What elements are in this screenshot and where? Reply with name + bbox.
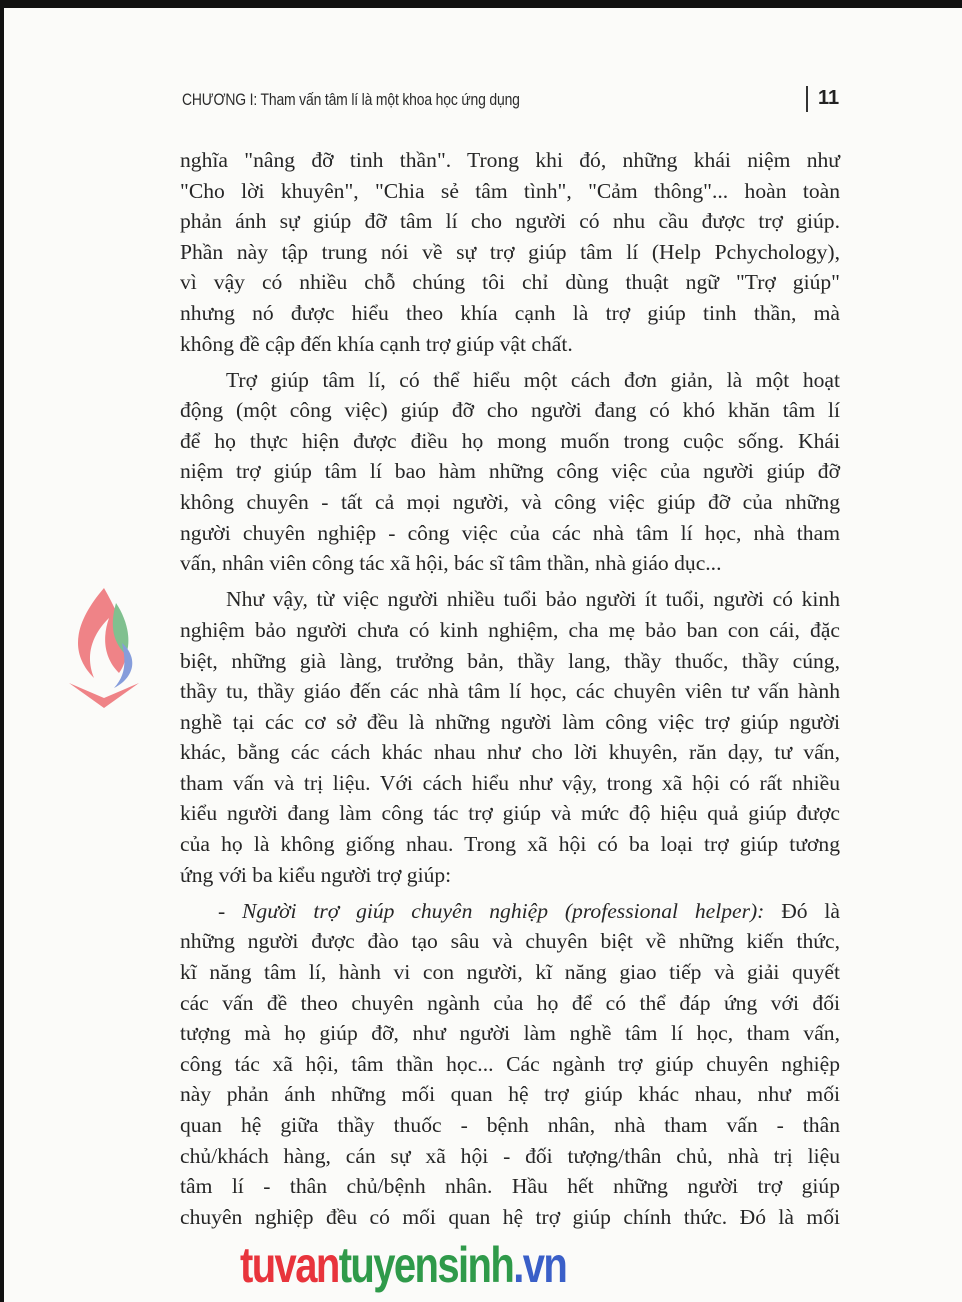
term-italic: - Người trợ giúp chuyên nghiệp (professional helper): bbox=[218, 898, 765, 923]
watermark-text bbox=[240, 1236, 566, 1294]
text-fragment: Đó là bbox=[764, 898, 840, 923]
text-line: không đề cập đến khía cạnh trợ giúp vật chất. bbox=[180, 331, 573, 356]
watermark-part: tuvan bbox=[240, 1237, 339, 1293]
text-line: nghề tại các cơ sở đều là những người làm công việc trợ giúp người bbox=[180, 709, 840, 734]
text-line: phản ánh sự giúp đỡ tâm lí cho người có nhu cầu được trợ giúp. bbox=[180, 209, 840, 234]
text-line: các vấn đề theo chuyên ngành của họ để có thể đáp ứng với đối bbox=[180, 990, 840, 1015]
text-line: chủ/khách hàng, cán sự xã hội - đối tượng/thân chủ, nhà trị liệu bbox=[180, 1143, 840, 1168]
text-line: người chuyên nghiệp - công việc của các nhà tâm lí học, nhà tham bbox=[180, 520, 840, 545]
text-line: niệm trợ giúp tâm lí bao hàm những công việc của người giúp đỡ bbox=[180, 459, 840, 484]
page-number: 11 bbox=[818, 87, 840, 109]
text-line bbox=[180, 896, 840, 927]
text-line: kiểu người đang làm công tác trợ giúp và mức độ hiệu quả giúp được bbox=[180, 801, 840, 826]
paragraph bbox=[180, 896, 840, 1233]
text-line: tâm lí - thân chủ/bệnh nhân. Hầu hết những người trợ giúp bbox=[180, 1174, 840, 1199]
paragraph bbox=[180, 584, 840, 890]
text-line: động (một công việc) giúp đỡ cho người đang có khó khăn tâm lí bbox=[180, 398, 840, 423]
text-line: chuyên nghiệp đều có mối quan hệ trợ giúp chính thức. Đó là mối bbox=[180, 1204, 840, 1229]
chapter-title: CHƯƠNG I: Tham vấn tâm lí là một khoa học ứng dụng bbox=[182, 90, 520, 109]
text-line: biệt, những già làng, trưởng bản, thầy lang, thầy thuốc, thầy cúng, bbox=[180, 648, 840, 673]
text-line: Trợ giúp tâm lí, có thể hiểu một cách đơn giản, là một hoạt bbox=[226, 367, 840, 392]
text-line: tham vấn và trị liệu. Với cách hiểu như vậy, trong xã hội có rất nhiều bbox=[180, 770, 840, 795]
text-line: không chuyên - tất cả mọi người, và công việc giúp đỡ của những bbox=[180, 490, 840, 515]
text-line: vấn, nhân viên công tác xã hội, bác sĩ tâm thần, nhà giáo dục... bbox=[180, 551, 722, 576]
text-line: ứng với ba kiểu người trợ giúp: bbox=[180, 862, 452, 887]
text-line: thầy tu, thầy giáo đến các nhà tâm lí học, các chuyên viên tư vấn hành bbox=[180, 679, 840, 704]
text-line: nhưng nó được hiểu theo khía cạnh là trợ giúp tinh thần, mà bbox=[180, 300, 840, 325]
text-line: khác, bằng các cách khác nhau như cho lời khuyên, răn dạy, tư vấn, bbox=[180, 740, 840, 765]
text-line: quan hệ giữa thầy thuốc - bệnh nhân, nhà tham vấn - thân bbox=[180, 1112, 840, 1137]
text-line: kĩ năng tâm lí, hành vi con người, kĩ năng giao tiếp và giải quyết bbox=[180, 959, 840, 984]
book-page bbox=[4, 8, 962, 1302]
header-divider bbox=[806, 86, 808, 112]
text-line: những người được đào tạo sâu và chuyên biệt về những kiến thức, bbox=[180, 929, 840, 954]
watermark-part: tuyensinh bbox=[338, 1237, 514, 1293]
watermark-part: .vn bbox=[513, 1237, 567, 1293]
text-line: "Cho lời khuyên", "Chia sẻ tâm tình", "Cảm thông"... hoàn toàn bbox=[180, 178, 840, 203]
text-line: nghiệm bảo người chưa có kinh nghiệm, cha mẹ bảo ban con cái, đặc bbox=[180, 617, 840, 642]
body-text bbox=[180, 145, 840, 1238]
flame-logo-icon bbox=[64, 583, 154, 713]
running-header bbox=[180, 86, 840, 116]
paragraph bbox=[180, 365, 840, 579]
text-line: nghĩa "nâng đỡ tinh thần". Trong khi đó, những khái niệm như bbox=[180, 148, 840, 172]
paragraph bbox=[180, 145, 840, 359]
text-line: vì vậy có nhiều chỗ chúng tôi chỉ dùng thuật ngữ "Trợ giúp" bbox=[180, 270, 840, 295]
text-line: Phần này tập trung nói về sự trợ giúp tâm lí (Help Pchychology), bbox=[180, 239, 840, 264]
text-line: để họ thực hiện được điều họ mong muốn trong cuộc sống. Khái bbox=[180, 428, 840, 453]
watermark-logo bbox=[64, 583, 154, 713]
text-line: tượng mà họ giúp đỡ, như người làm nghề tâm lí học, tham vấn, bbox=[180, 1021, 840, 1046]
text-line: của họ là không giống nhau. Trong xã hội có ba loại trợ giúp tương bbox=[180, 832, 840, 857]
text-line: này phản ánh những mối quan hệ trợ giúp khác nhau, như mối bbox=[180, 1082, 840, 1107]
text-line: công tác xã hội, tâm thần học... Các ngành trợ giúp chuyên nghiệp bbox=[180, 1051, 840, 1076]
watermark bbox=[240, 1236, 740, 1296]
text-line: Như vậy, từ việc người nhiều tuổi bảo người ít tuổi, người có kinh bbox=[226, 587, 840, 612]
